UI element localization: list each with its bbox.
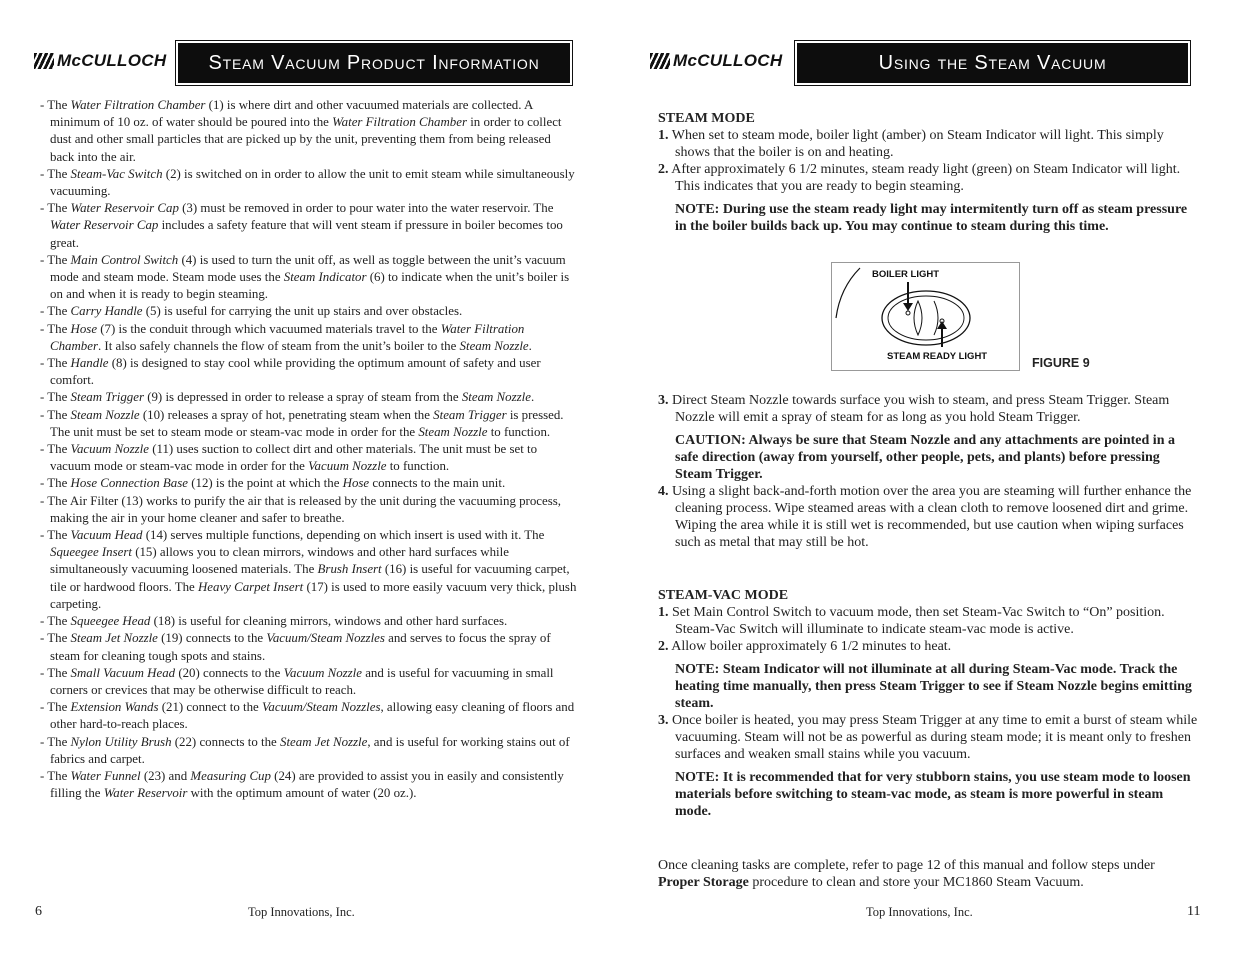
right-page	[617, 0, 1235, 954]
step-4: 4. Using a slight back-and-forth motion over the area you are steaming will further enhance the cleaning process. Wipe steamed areas with a clean cloth to remove loosened dirt and grime. Wiping the area while it is still wet is recommended, but use caution when wiping surfaces such as metal that may still be hot.	[658, 484, 1192, 550]
list-item: - The Water Funnel (23) and Measuring Cup (24) are provided to assist you in easily and consistently filling the Water Reservoir with the optimum amount of water (20 oz.).	[40, 768, 564, 801]
step-3: 3. Once boiler is heated, you may press Steam Trigger at any time to emit a burst of steam while vacuuming. Steam will not be as powerful as during steam mode; it is meant only to freshen surfaces and weaken small stains while you vacuum.	[658, 713, 1198, 762]
step-3: 3. Direct Steam Nozzle towards surface you wish to steam, and press Steam Trigger. Steam Nozzle will emit a spray of steam for as long as you hold Steam Trigger.	[658, 393, 1170, 425]
list-item: - The Handle (8) is designed to stay cool while providing the optimum amount of safety and user comfort.	[40, 356, 541, 388]
step-1: 1. When set to steam mode, boiler light (amber) on Steam Indicator will light. This simply shows that the boiler is on and heating.	[658, 128, 1164, 160]
list-item: - The Steam Trigger (9) is depressed in order to release a spray of steam from the Steam Nozzle.	[40, 390, 535, 405]
steam-indicator-figure	[831, 262, 1020, 371]
note: NOTE: It is recommended that for very stubborn stains, you use steam mode to loosen materials before switching to steam-vac mode, as steam is more powerful in steam mode.	[675, 770, 1191, 819]
section-heading: STEAM MODE	[658, 111, 755, 126]
footer-publisher: Top Innovations, Inc.	[248, 905, 355, 919]
step-2: 2. After approximately 6 1/2 minutes, steam ready light (green) on Steam Indicator will light. This indicates that you are ready to begin steaming.	[658, 162, 1181, 194]
steam-ready-light-label: STEAM READY LIGHT	[887, 351, 988, 362]
section-title-box	[794, 40, 1191, 86]
logo-stripes-icon	[650, 53, 670, 69]
caution: CAUTION: Always be sure that Steam Nozzle and any attachments are pointed in a safe direction (away from yourself, other people, pets, and plants) before pressing Steam Trigger.	[675, 433, 1175, 482]
step-1: 1. Set Main Control Switch to vacuum mode, then set Steam-Vac Switch to “On” position. Steam-Vac Switch will illuminate to indicate steam-vac mode is active.	[658, 605, 1165, 637]
list-item: - The Hose (7) is the conduit through which vacuumed materials travel to the Water Filtration Chamber. It also safely channels the flow of steam from the unit’s boiler to the Steam Nozzle.	[40, 321, 532, 353]
list-item: - The Vacuum Nozzle (11) uses suction to collect dirt and other materials. The unit must be set to vacuum mode or steam-vac mode in order for the Vacuum Nozzle to function.	[40, 442, 538, 474]
list-item: - The Main Control Switch (4) is used to turn the unit off, as well as toggle between the unit’s vacuum mode and steam mode. Steam mode uses the Steam Indicator (6) to indicate when the unit’s boiler is on and when it is ready to begin steaming.	[40, 252, 570, 302]
list-item: - The Squeegee Head (18) is useful for cleaning mirrors, windows and other hard surfaces.	[40, 614, 508, 629]
left-page	[0, 0, 617, 954]
list-item: - The Extension Wands (21) connect to the Vacuum/Steam Nozzles, allowing easy cleaning of floors and other hard-to-reach places.	[40, 700, 575, 732]
steam-mode-section-cont	[658, 392, 1198, 551]
list-item: - The Small Vacuum Head (20) connects to the Vacuum Nozzle and is useful for vacuuming in small corners or crevices that may be otherwise difficult to reach.	[40, 665, 554, 697]
list-item: - The Air Filter (13) works to purify the air that is released by the unit during the vacuuming process, making the air in your home cleaner and safer to breathe.	[40, 493, 561, 525]
boiler-light-label: BOILER LIGHT	[872, 269, 940, 280]
step-2: 2. Allow boiler approximately 6 1/2 minutes to heat.	[658, 639, 952, 654]
page-title: Using the Steam Vacuum	[797, 43, 1188, 83]
list-item: - The Vacuum Head (14) serves multiple functions, depending on which insert is used with it. The Squeegee Insert (15) allows you to clean mirrors, windows and other hard surfaces while simultaneously vacuuming loosened materials. The Brush Insert (16) is useful for vacuuming carpet, tile or hardwood floors. The Heavy Carpet Insert (17) is used to more easily vacuum very thick, plush carpeting.	[40, 528, 577, 611]
mcculloch-logo: McCULLOCH	[650, 51, 782, 71]
mcculloch-logo: McCULLOCH	[34, 51, 166, 71]
steam-vac-mode-section	[658, 587, 1198, 820]
section-title-box	[175, 40, 573, 86]
list-item: - The Nylon Utility Brush (22) connects to the Steam Jet Nozzle, and is useful for working stains out of fabrics and carpet.	[40, 734, 570, 766]
list-item: - The Carry Handle (5) is useful for carrying the unit up stairs and over obstacles.	[40, 304, 463, 319]
footer-publisher: Top Innovations, Inc.	[866, 905, 973, 919]
closing-paragraph: Once cleaning tasks are complete, refer to page 12 of this manual and follow steps under Proper Storage procedure to clean and store your MC1860 Steam Vacuum.	[658, 858, 1155, 890]
logo-stripes-icon	[34, 53, 54, 69]
page-title: Steam Vacuum Product Information	[178, 43, 570, 83]
figure-caption: FIGURE 9	[1032, 356, 1090, 370]
component-list	[40, 97, 578, 802]
page-number: 6	[35, 904, 42, 919]
note: NOTE: Steam Indicator will not illuminate at all during Steam-Vac mode. Track the heating time manually, then press Steam Trigger to see if Steam Nozzle begins emitting steam.	[675, 662, 1192, 711]
list-item: - The Steam-Vac Switch (2) is switched on in order to allow the unit to emit steam while simultaneously vacuuming.	[40, 166, 575, 199]
list-item: - The Steam Nozzle (10) releases a spray of hot, penetrating steam when the Steam Trigger is pressed. The unit must be set to steam mode or steam-vac mode in order for the Steam Nozzle to function.	[40, 407, 564, 439]
section-heading: STEAM-VAC MODE	[658, 588, 789, 603]
list-item: - The Water Filtration Chamber (1) is where dirt and other vacuumed materials are collected. A minimum of 10 oz. of water should be poured into the Water Filtration Chamber in order to collect dust and other small particles that are picked up by the unit, preventing them from being released back into the air.	[40, 98, 562, 164]
list-item: - The Steam Jet Nozzle (19) connects to the Vacuum/Steam Nozzles and serves to focus the spray of steam for cleaning tough spots and stains.	[40, 631, 551, 663]
steam-mode-section	[658, 110, 1198, 235]
page-number: 11	[1187, 904, 1201, 919]
list-item: - The Hose Connection Base (12) is the point at which the Hose connects to the main unit.	[40, 476, 506, 491]
list-item: - The Water Reservoir Cap (3) must be removed in order to pour water into the water reservoir. The Water Reservoir Cap includes a safety feature that will vent steam if pressure in boiler becomes too great.	[40, 201, 563, 250]
note: NOTE: During use the steam ready light may intermitently turn off as steam pressure in the boiler builds back up. You may continue to steam during this time.	[675, 202, 1188, 234]
